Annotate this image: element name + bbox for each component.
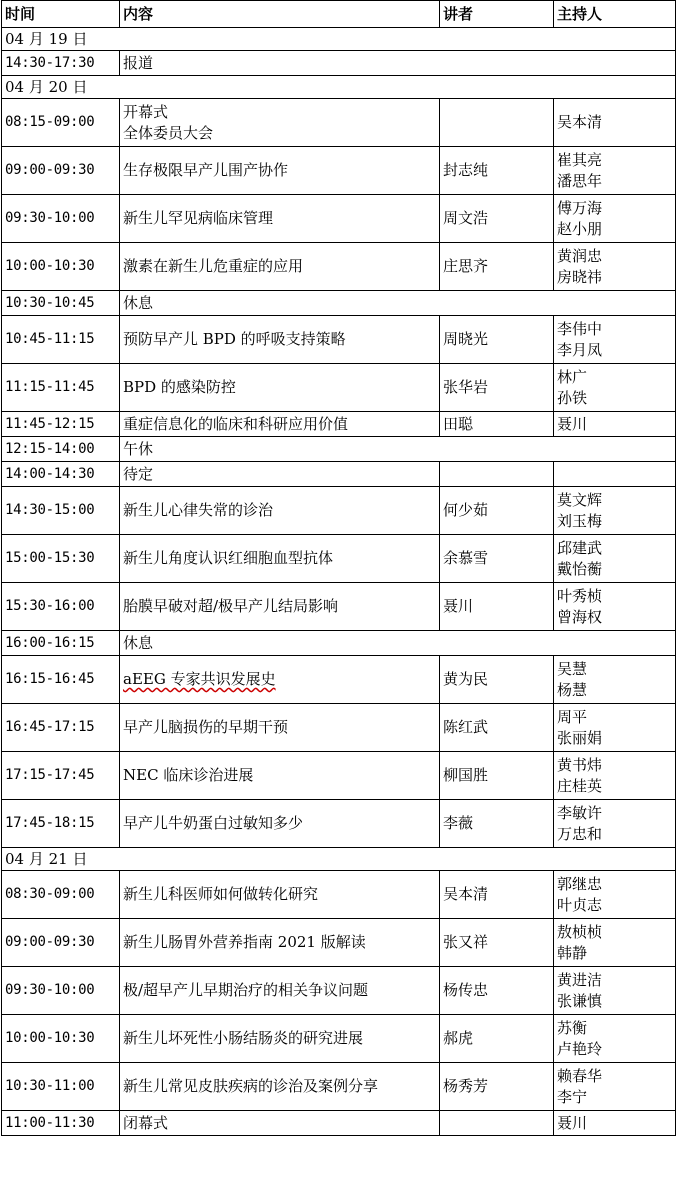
talk-host bbox=[554, 656, 676, 704]
talk-title bbox=[120, 967, 440, 1015]
talk-speaker: 周文浩 bbox=[440, 195, 554, 243]
session-time: 16:00-16:15 bbox=[2, 631, 120, 656]
session-row bbox=[2, 291, 676, 316]
talk-row bbox=[2, 871, 676, 919]
talk-speaker bbox=[440, 99, 554, 147]
talk-title bbox=[120, 752, 440, 800]
talk-title-line: NEC 临床诊治进展 bbox=[123, 766, 254, 784]
talk-title bbox=[120, 704, 440, 752]
talk-host bbox=[554, 147, 676, 195]
host-name: 莫文辉 bbox=[557, 490, 603, 509]
host-name: 吴本清 bbox=[557, 113, 603, 131]
talk-host bbox=[554, 195, 676, 243]
header-time: 时间 bbox=[2, 1, 120, 28]
talk-title-line: 闭幕式 bbox=[123, 1113, 169, 1132]
talk-title-line: 早产儿牛奶蛋白过敏知多少 bbox=[123, 814, 304, 832]
talk-time: 10:30-11:00 bbox=[2, 1063, 120, 1111]
talk-time: 15:00-15:30 bbox=[2, 535, 120, 583]
talk-speaker bbox=[440, 1111, 554, 1136]
talk-row bbox=[2, 147, 676, 195]
host-name: 黄润忠 bbox=[557, 246, 603, 265]
host-name: 赵小朋 bbox=[557, 219, 603, 238]
host-name: 戴怡蘅 bbox=[557, 559, 603, 578]
header-speaker: 讲者 bbox=[440, 1, 554, 28]
talk-row bbox=[2, 1063, 676, 1111]
talk-speaker: 郝虎 bbox=[440, 1015, 554, 1063]
talk-row bbox=[2, 462, 676, 487]
talk-row bbox=[2, 99, 676, 147]
talk-row bbox=[2, 583, 676, 631]
session-row bbox=[2, 631, 676, 656]
host-name: 潘思年 bbox=[557, 171, 603, 190]
host-name: 聂川 bbox=[557, 414, 588, 433]
talk-speaker: 柳国胜 bbox=[440, 752, 554, 800]
talk-speaker: 黄为民 bbox=[440, 656, 554, 704]
talk-row bbox=[2, 656, 676, 704]
date-row bbox=[2, 76, 676, 99]
session-content: 休息 bbox=[120, 291, 676, 316]
talk-host bbox=[554, 1063, 676, 1111]
date-cell: 04 月 20 日 bbox=[2, 76, 676, 99]
talk-time: 09:30-10:00 bbox=[2, 967, 120, 1015]
talk-time: 08:30-09:00 bbox=[2, 871, 120, 919]
talk-time: 10:45-11:15 bbox=[2, 316, 120, 364]
talk-host bbox=[554, 704, 676, 752]
talk-title-line: BPD 的感染防控 bbox=[123, 378, 236, 396]
talk-speaker: 陈红武 bbox=[440, 704, 554, 752]
talk-time: 16:45-17:15 bbox=[2, 704, 120, 752]
host-name: 黄进洁 bbox=[557, 970, 603, 989]
host-name: 李月凤 bbox=[557, 340, 603, 359]
talk-title bbox=[120, 195, 440, 243]
session-time: 12:15-14:00 bbox=[2, 437, 120, 462]
talk-time: 10:00-10:30 bbox=[2, 1015, 120, 1063]
talk-speaker: 封志纯 bbox=[440, 147, 554, 195]
talk-time: 09:30-10:00 bbox=[2, 195, 120, 243]
date-cell: 04 月 19 日 bbox=[2, 28, 676, 51]
host-name: 刘玉梅 bbox=[557, 511, 603, 530]
talk-title bbox=[120, 364, 440, 412]
talk-title bbox=[120, 412, 440, 437]
talk-time: 11:45-12:15 bbox=[2, 412, 120, 437]
talk-time: 14:00-14:30 bbox=[2, 462, 120, 487]
talk-row bbox=[2, 316, 676, 364]
talk-title-line: 新生儿科医师如何做转化研究 bbox=[123, 885, 319, 903]
date-cell: 04 月 21 日 bbox=[2, 848, 676, 871]
talk-row bbox=[2, 1111, 676, 1136]
talk-speaker: 张华岩 bbox=[440, 364, 554, 412]
talk-title bbox=[120, 316, 440, 364]
date-row bbox=[2, 848, 676, 871]
host-name: 敖桢桢 bbox=[557, 922, 603, 941]
host-name: 杨慧 bbox=[557, 680, 588, 699]
session-row bbox=[2, 51, 676, 76]
talk-row bbox=[2, 919, 676, 967]
talk-time: 08:15-09:00 bbox=[2, 99, 120, 147]
talk-title-line: 新生儿坏死性小肠结肠炎的研究进展 bbox=[123, 1029, 364, 1047]
talk-speaker: 杨传忠 bbox=[440, 967, 554, 1015]
talk-time: 14:30-15:00 bbox=[2, 487, 120, 535]
talk-time: 09:00-09:30 bbox=[2, 147, 120, 195]
talk-host bbox=[554, 871, 676, 919]
host-name: 苏衡 bbox=[557, 1018, 588, 1037]
talk-time: 11:15-11:45 bbox=[2, 364, 120, 412]
date-row bbox=[2, 28, 676, 51]
talk-time: 16:15-16:45 bbox=[2, 656, 120, 704]
talk-title-line: 早产儿脑损伤的早期干预 bbox=[123, 718, 289, 736]
talk-title bbox=[120, 243, 440, 291]
talk-title-line: 激素在新生儿危重症的应用 bbox=[123, 257, 304, 275]
host-name: 傅万海 bbox=[557, 198, 603, 217]
talk-time: 11:00-11:30 bbox=[2, 1111, 120, 1136]
talk-speaker: 李薇 bbox=[440, 800, 554, 848]
talk-host bbox=[554, 800, 676, 848]
talk-speaker: 庄思齐 bbox=[440, 243, 554, 291]
host-name: 韩静 bbox=[557, 943, 588, 962]
talk-speaker: 田聪 bbox=[440, 412, 554, 437]
talk-row bbox=[2, 967, 676, 1015]
talk-title bbox=[120, 1063, 440, 1111]
talk-title-line: 新生儿常见皮肤疾病的诊治及案例分享 bbox=[123, 1077, 379, 1095]
talk-title bbox=[120, 583, 440, 631]
talk-host bbox=[554, 752, 676, 800]
header-content: 内容 bbox=[120, 1, 440, 28]
talk-host bbox=[554, 99, 676, 147]
host-name: 张谦慎 bbox=[557, 991, 603, 1010]
session-content: 报道 bbox=[120, 51, 676, 76]
host-name: 李宁 bbox=[557, 1087, 588, 1106]
host-name: 黄书炜 bbox=[557, 755, 603, 774]
host-name: 李伟中 bbox=[557, 319, 603, 338]
host-name: 李敏许 bbox=[557, 803, 603, 822]
talk-title-line: 极/超早产儿早期治疗的相关争议问题 bbox=[123, 981, 369, 999]
host-name: 吴慧 bbox=[557, 659, 588, 678]
header-row bbox=[2, 1, 676, 28]
talk-host bbox=[554, 487, 676, 535]
talk-row bbox=[2, 800, 676, 848]
talk-title-line: 新生儿心律失常的诊治 bbox=[123, 501, 274, 519]
talk-time: 10:00-10:30 bbox=[2, 243, 120, 291]
talk-title bbox=[120, 919, 440, 967]
session-time: 14:30-17:30 bbox=[2, 51, 120, 76]
session-content: 午休 bbox=[120, 437, 676, 462]
talk-title bbox=[120, 1015, 440, 1063]
talk-speaker: 张又祥 bbox=[440, 919, 554, 967]
talk-title-line: 预防早产儿 BPD 的呼吸支持策略 bbox=[123, 330, 346, 348]
session-time: 10:30-10:45 bbox=[2, 291, 120, 316]
talk-row bbox=[2, 704, 676, 752]
talk-title bbox=[120, 1111, 440, 1136]
talk-title bbox=[120, 99, 440, 147]
talk-title-line: 全体委员大会 bbox=[123, 123, 214, 142]
talk-title-line: 新生儿角度认识红细胞血型抗体 bbox=[123, 549, 334, 567]
host-name: 庄桂英 bbox=[557, 776, 603, 795]
talk-title bbox=[120, 462, 440, 487]
talk-speaker: 余慕雪 bbox=[440, 535, 554, 583]
talk-title-line: 开幕式 bbox=[123, 102, 169, 121]
talk-time: 09:00-09:30 bbox=[2, 919, 120, 967]
talk-speaker: 聂川 bbox=[440, 583, 554, 631]
schedule-body bbox=[2, 1, 676, 1136]
host-name: 卢艳玲 bbox=[557, 1039, 603, 1058]
host-name: 张丽娟 bbox=[557, 728, 603, 747]
talk-host bbox=[554, 462, 676, 487]
talk-title-line: 待定 bbox=[123, 464, 154, 483]
talk-title-line: 重症信息化的临床和科研应用价值 bbox=[123, 414, 349, 433]
talk-title bbox=[120, 487, 440, 535]
talk-title-line: 新生儿肠胃外营养指南 2021 版解读 bbox=[123, 933, 366, 951]
schedule-table bbox=[1, 0, 676, 1136]
talk-time: 15:30-16:00 bbox=[2, 583, 120, 631]
host-name: 房晓祎 bbox=[557, 267, 603, 286]
talk-host bbox=[554, 535, 676, 583]
talk-title bbox=[120, 147, 440, 195]
header-host: 主持人 bbox=[554, 1, 676, 28]
host-name: 周平 bbox=[557, 707, 588, 726]
talk-host bbox=[554, 919, 676, 967]
host-name: 聂川 bbox=[557, 1113, 588, 1132]
talk-title bbox=[120, 535, 440, 583]
talk-row bbox=[2, 364, 676, 412]
talk-row bbox=[2, 535, 676, 583]
talk-host bbox=[554, 967, 676, 1015]
talk-host bbox=[554, 243, 676, 291]
talk-title-line: 新生儿罕见病临床管理 bbox=[123, 209, 274, 227]
host-name: 崔其亮 bbox=[557, 150, 603, 169]
host-name: 叶秀桢 bbox=[557, 586, 603, 605]
talk-time: 17:45-18:15 bbox=[2, 800, 120, 848]
host-name: 邱建武 bbox=[557, 538, 603, 557]
session-content: 休息 bbox=[120, 631, 676, 656]
talk-host bbox=[554, 412, 676, 437]
talk-title-line: 胎膜早破对超/极早产儿结局影响 bbox=[123, 597, 339, 615]
talk-row bbox=[2, 487, 676, 535]
talk-time: 17:15-17:45 bbox=[2, 752, 120, 800]
talk-speaker bbox=[440, 462, 554, 487]
talk-speaker: 吴本清 bbox=[440, 871, 554, 919]
talk-host bbox=[554, 364, 676, 412]
host-name: 孙铁 bbox=[557, 388, 588, 407]
talk-row bbox=[2, 195, 676, 243]
talk-speaker: 周晓光 bbox=[440, 316, 554, 364]
host-name: 赖春华 bbox=[557, 1066, 603, 1085]
talk-row bbox=[2, 1015, 676, 1063]
talk-host bbox=[554, 1111, 676, 1136]
host-name: 万忠和 bbox=[557, 824, 603, 843]
talk-row bbox=[2, 752, 676, 800]
host-name: 曾海权 bbox=[557, 607, 603, 626]
talk-row bbox=[2, 243, 676, 291]
talk-host bbox=[554, 1015, 676, 1063]
talk-host bbox=[554, 316, 676, 364]
session-row bbox=[2, 437, 676, 462]
host-name: 林广 bbox=[557, 367, 588, 386]
talk-title-line: aEEG 专家共识发展史 bbox=[123, 670, 276, 688]
talk-row bbox=[2, 412, 676, 437]
host-name: 叶贞志 bbox=[557, 895, 603, 914]
talk-title bbox=[120, 656, 440, 704]
talk-speaker: 何少茹 bbox=[440, 487, 554, 535]
talk-title-line: 生存极限早产儿围产协作 bbox=[123, 161, 289, 179]
talk-speaker: 杨秀芳 bbox=[440, 1063, 554, 1111]
talk-title bbox=[120, 871, 440, 919]
talk-host bbox=[554, 583, 676, 631]
talk-title bbox=[120, 800, 440, 848]
host-name: 郭继忠 bbox=[557, 874, 603, 893]
